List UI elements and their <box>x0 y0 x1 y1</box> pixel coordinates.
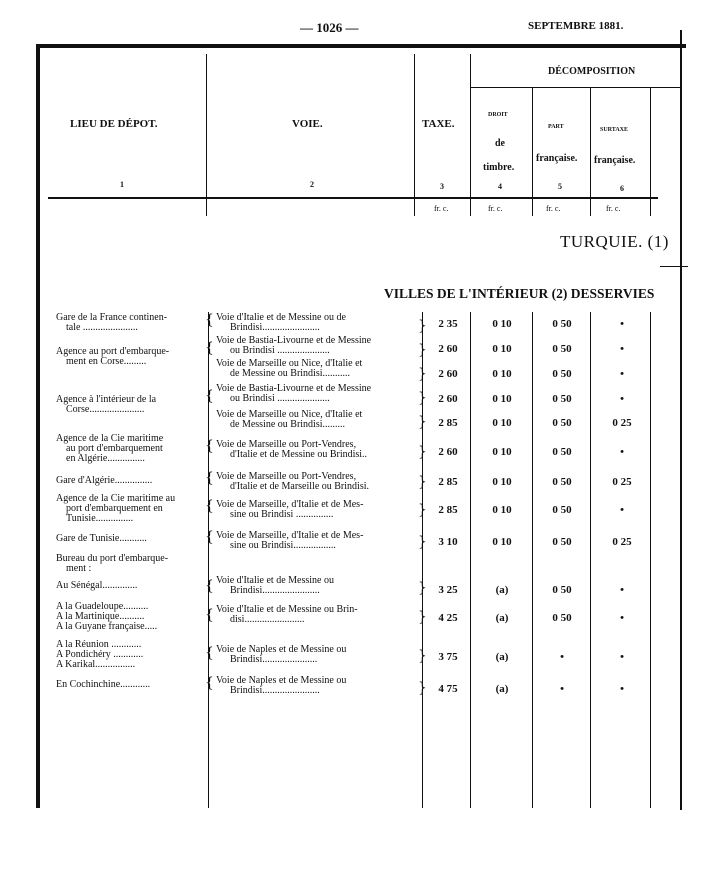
row-taxe: 2 60 <box>438 446 458 458</box>
brace-glyph: } <box>418 414 427 430</box>
row-taxe: 2 35 <box>438 318 458 330</box>
decomposition-rule <box>470 87 682 88</box>
row-lieu: Agence de la Cie maritime au port d'embarquement en Algérie............... <box>56 433 164 464</box>
row-part: 0 50 <box>552 318 572 330</box>
row-taxe: 3 25 <box>438 584 458 596</box>
col-sep-3 <box>470 54 471 216</box>
row-surtaxe: 0 25 <box>612 476 632 488</box>
decomposition-heading: DÉCOMPOSITION <box>548 66 636 77</box>
row-surtaxe: • <box>620 504 624 516</box>
row-part: 0 50 <box>552 536 572 548</box>
col6-header-l2: française. <box>594 155 636 166</box>
row-voie: Voie de Bastia-Livourne et de Messine ou Brindisi ..................... <box>216 383 372 404</box>
row-lieu-group-heading: Bureau du port d'embarque- ment : <box>56 553 169 574</box>
row-lieu: A la Guadeloupe.......... A la Martinique.......... A la Guyane française..... <box>56 601 158 632</box>
body-sep-part <box>590 312 591 808</box>
row-droit: 0 10 <box>492 417 512 429</box>
row-lieu: Gare de Tunisie........... <box>56 533 147 544</box>
brace-glyph: } <box>418 680 427 696</box>
row-lieu: Agence au port d'embarque- ment en Corse......... <box>56 346 170 367</box>
col4-number: 4 <box>498 182 502 191</box>
col2-header: VOIE. <box>292 118 323 130</box>
row-taxe: 2 60 <box>438 393 458 405</box>
row-surtaxe: • <box>620 318 624 330</box>
col1-number: 1 <box>120 180 124 189</box>
row-voie: Voie d'Italie et de Messine ou de Brindisi....................... <box>216 312 346 333</box>
row-surtaxe: • <box>620 612 624 624</box>
row-part: 0 50 <box>552 584 572 596</box>
row-part: • <box>560 651 564 663</box>
row-voie: Voie de Marseille, d'Italie et de Mes- sine ou Brindisi................. <box>216 530 364 551</box>
body-sep-taxe <box>470 312 471 808</box>
row-droit: 0 10 <box>492 536 512 548</box>
row-droit: 0 10 <box>492 446 512 458</box>
frame-left-border <box>36 44 40 808</box>
brace-glyph: { <box>205 312 214 328</box>
unit-col6: fr. c. <box>606 204 621 213</box>
brace-glyph: } <box>418 444 427 460</box>
row-surtaxe: • <box>620 393 624 405</box>
row-droit: (a) <box>495 683 509 695</box>
row-part: 0 50 <box>552 446 572 458</box>
col5-header-l2: française. <box>536 153 578 164</box>
unit-col5: fr. c. <box>546 204 561 213</box>
row-part: 0 50 <box>552 417 572 429</box>
row-voie: Voie de Bastia-Livourne et de Messine ou Brindisi ..................... <box>216 335 372 356</box>
row-droit: 0 10 <box>492 318 512 330</box>
row-droit: (a) <box>495 584 509 596</box>
row-part: 0 50 <box>552 368 572 380</box>
row-taxe: 3 75 <box>438 651 458 663</box>
brace-glyph: { <box>205 529 214 545</box>
unit-col3: fr. c. <box>434 204 449 213</box>
col5-number: 5 <box>558 182 562 191</box>
col6-number: 6 <box>620 184 624 193</box>
row-surtaxe: • <box>620 343 624 355</box>
brace-glyph: { <box>205 675 214 691</box>
body-sep-lieu <box>208 312 209 808</box>
col2-number: 2 <box>310 180 314 189</box>
row-surtaxe: • <box>620 683 624 695</box>
brace-glyph: } <box>418 342 427 358</box>
row-surtaxe: 0 25 <box>612 536 632 548</box>
row-surtaxe: 0 25 <box>612 417 632 429</box>
row-lieu: Agence de la Cie maritime au port d'embarquement en Tunisie............... <box>56 493 176 524</box>
row-taxe: 2 85 <box>438 476 458 488</box>
row-part: • <box>560 683 564 695</box>
brace-glyph: } <box>418 390 427 406</box>
row-droit: 0 10 <box>492 393 512 405</box>
running-date: SEPTEMBRE 1881. <box>528 20 624 32</box>
brace-glyph: } <box>418 580 427 596</box>
section-rule <box>660 266 688 267</box>
row-lieu: En Cochinchine............ <box>56 679 151 690</box>
brace-glyph: { <box>205 438 214 454</box>
row-voie: Voie d'Italie et de Messine ou Brin- disi........................ <box>216 604 358 625</box>
brace-glyph: { <box>205 578 214 594</box>
col-sep-1 <box>206 54 207 216</box>
col4-header-l1: DROIT <box>488 112 508 118</box>
row-part: 0 50 <box>552 476 572 488</box>
col-sep-2 <box>414 54 415 216</box>
col4-header-l2: de <box>495 138 505 149</box>
brace-glyph: } <box>418 609 427 625</box>
row-lieu: Gare d'Algérie............... <box>56 475 153 486</box>
row-voie: Voie de Marseille ou Port-Vendres, d'Italie et de Marseille ou Brindisi. <box>216 471 369 492</box>
row-voie: Voie de Naples et de Messine ou Brindisi...................... <box>216 644 347 665</box>
brace-glyph: { <box>205 340 214 356</box>
header-bottom-rule <box>48 197 658 199</box>
brace-glyph: } <box>418 534 427 550</box>
row-taxe: 4 75 <box>438 683 458 695</box>
row-droit: 0 10 <box>492 504 512 516</box>
row-surtaxe: • <box>620 651 624 663</box>
brace-glyph: } <box>418 474 427 490</box>
row-taxe: 4 25 <box>438 612 458 624</box>
row-taxe: 2 60 <box>438 343 458 355</box>
frame-top-border <box>36 44 686 48</box>
row-lieu: Gare de la France continen- tale ...................... <box>56 312 168 333</box>
row-droit: (a) <box>495 651 509 663</box>
brace-glyph: { <box>205 645 214 661</box>
brace-glyph: } <box>418 318 427 334</box>
row-voie: Voie de Marseille ou Port-Vendres, d'Italie et de Messine ou Brindisi.. <box>216 439 368 460</box>
row-voie: Voie de Marseille ou Nice, d'Italie et de Messine ou Brindisi........... <box>216 358 363 379</box>
row-part: 0 50 <box>552 343 572 355</box>
row-droit: 0 10 <box>492 343 512 355</box>
page-number: — 1026 — <box>300 20 359 35</box>
unit-col4: fr. c. <box>488 204 503 213</box>
row-lieu: Agence à l'intérieur de la Corse...................... <box>56 394 157 415</box>
row-voie: Voie de Marseille ou Nice, d'Italie et de Messine ou Brindisi......... <box>216 409 363 430</box>
col3-header: TAXE. <box>422 118 455 130</box>
row-part: 0 50 <box>552 612 572 624</box>
row-droit: 0 10 <box>492 368 512 380</box>
row-taxe: 2 60 <box>438 368 458 380</box>
brace-glyph: { <box>205 388 214 404</box>
frame-right-edge <box>680 30 682 810</box>
row-part: 0 50 <box>552 393 572 405</box>
row-droit: (a) <box>495 612 509 624</box>
body-sep-surtaxe <box>650 312 651 808</box>
col6-header-l1: SURTAXE <box>600 127 629 133</box>
brace-glyph: { <box>205 498 214 514</box>
row-taxe: 3 10 <box>438 536 458 548</box>
col5-header-l1: PART <box>548 124 564 130</box>
row-taxe: 2 85 <box>438 504 458 516</box>
brace-glyph: } <box>418 366 427 382</box>
col4-header-l3: timbre. <box>483 162 515 173</box>
col3-number: 3 <box>440 182 444 191</box>
row-taxe: 2 85 <box>438 417 458 429</box>
section-title: TURQUIE. (1) <box>560 232 669 251</box>
row-lieu: Au Sénégal.............. <box>56 580 138 591</box>
row-voie: Voie de Naples et de Messine ou Brindisi....................... <box>216 675 347 696</box>
brace-glyph: { <box>205 470 214 486</box>
subsection-title: VILLES DE L'INTÉRIEUR (2) DESSERVIES <box>384 286 655 301</box>
col1-header: LIEU DE DÉPOT. <box>70 118 158 130</box>
brace-glyph: } <box>418 502 427 518</box>
row-surtaxe: • <box>620 368 624 380</box>
row-droit: 0 10 <box>492 476 512 488</box>
row-surtaxe: • <box>620 584 624 596</box>
brace-glyph: { <box>205 607 214 623</box>
row-voie: Voie de Marseille, d'Italie et de Mes- sine ou Brindisi ............... <box>216 499 364 520</box>
row-surtaxe: • <box>620 446 624 458</box>
body-sep-voie <box>422 312 423 808</box>
row-part: 0 50 <box>552 504 572 516</box>
row-lieu: A la Réunion ............ A Pondichéry ............ A Karikal................ <box>56 639 144 670</box>
body-sep-droit <box>532 312 533 808</box>
brace-glyph: } <box>418 648 427 664</box>
row-voie: Voie d'Italie et de Messine ou Brindisi....................... <box>216 575 334 596</box>
